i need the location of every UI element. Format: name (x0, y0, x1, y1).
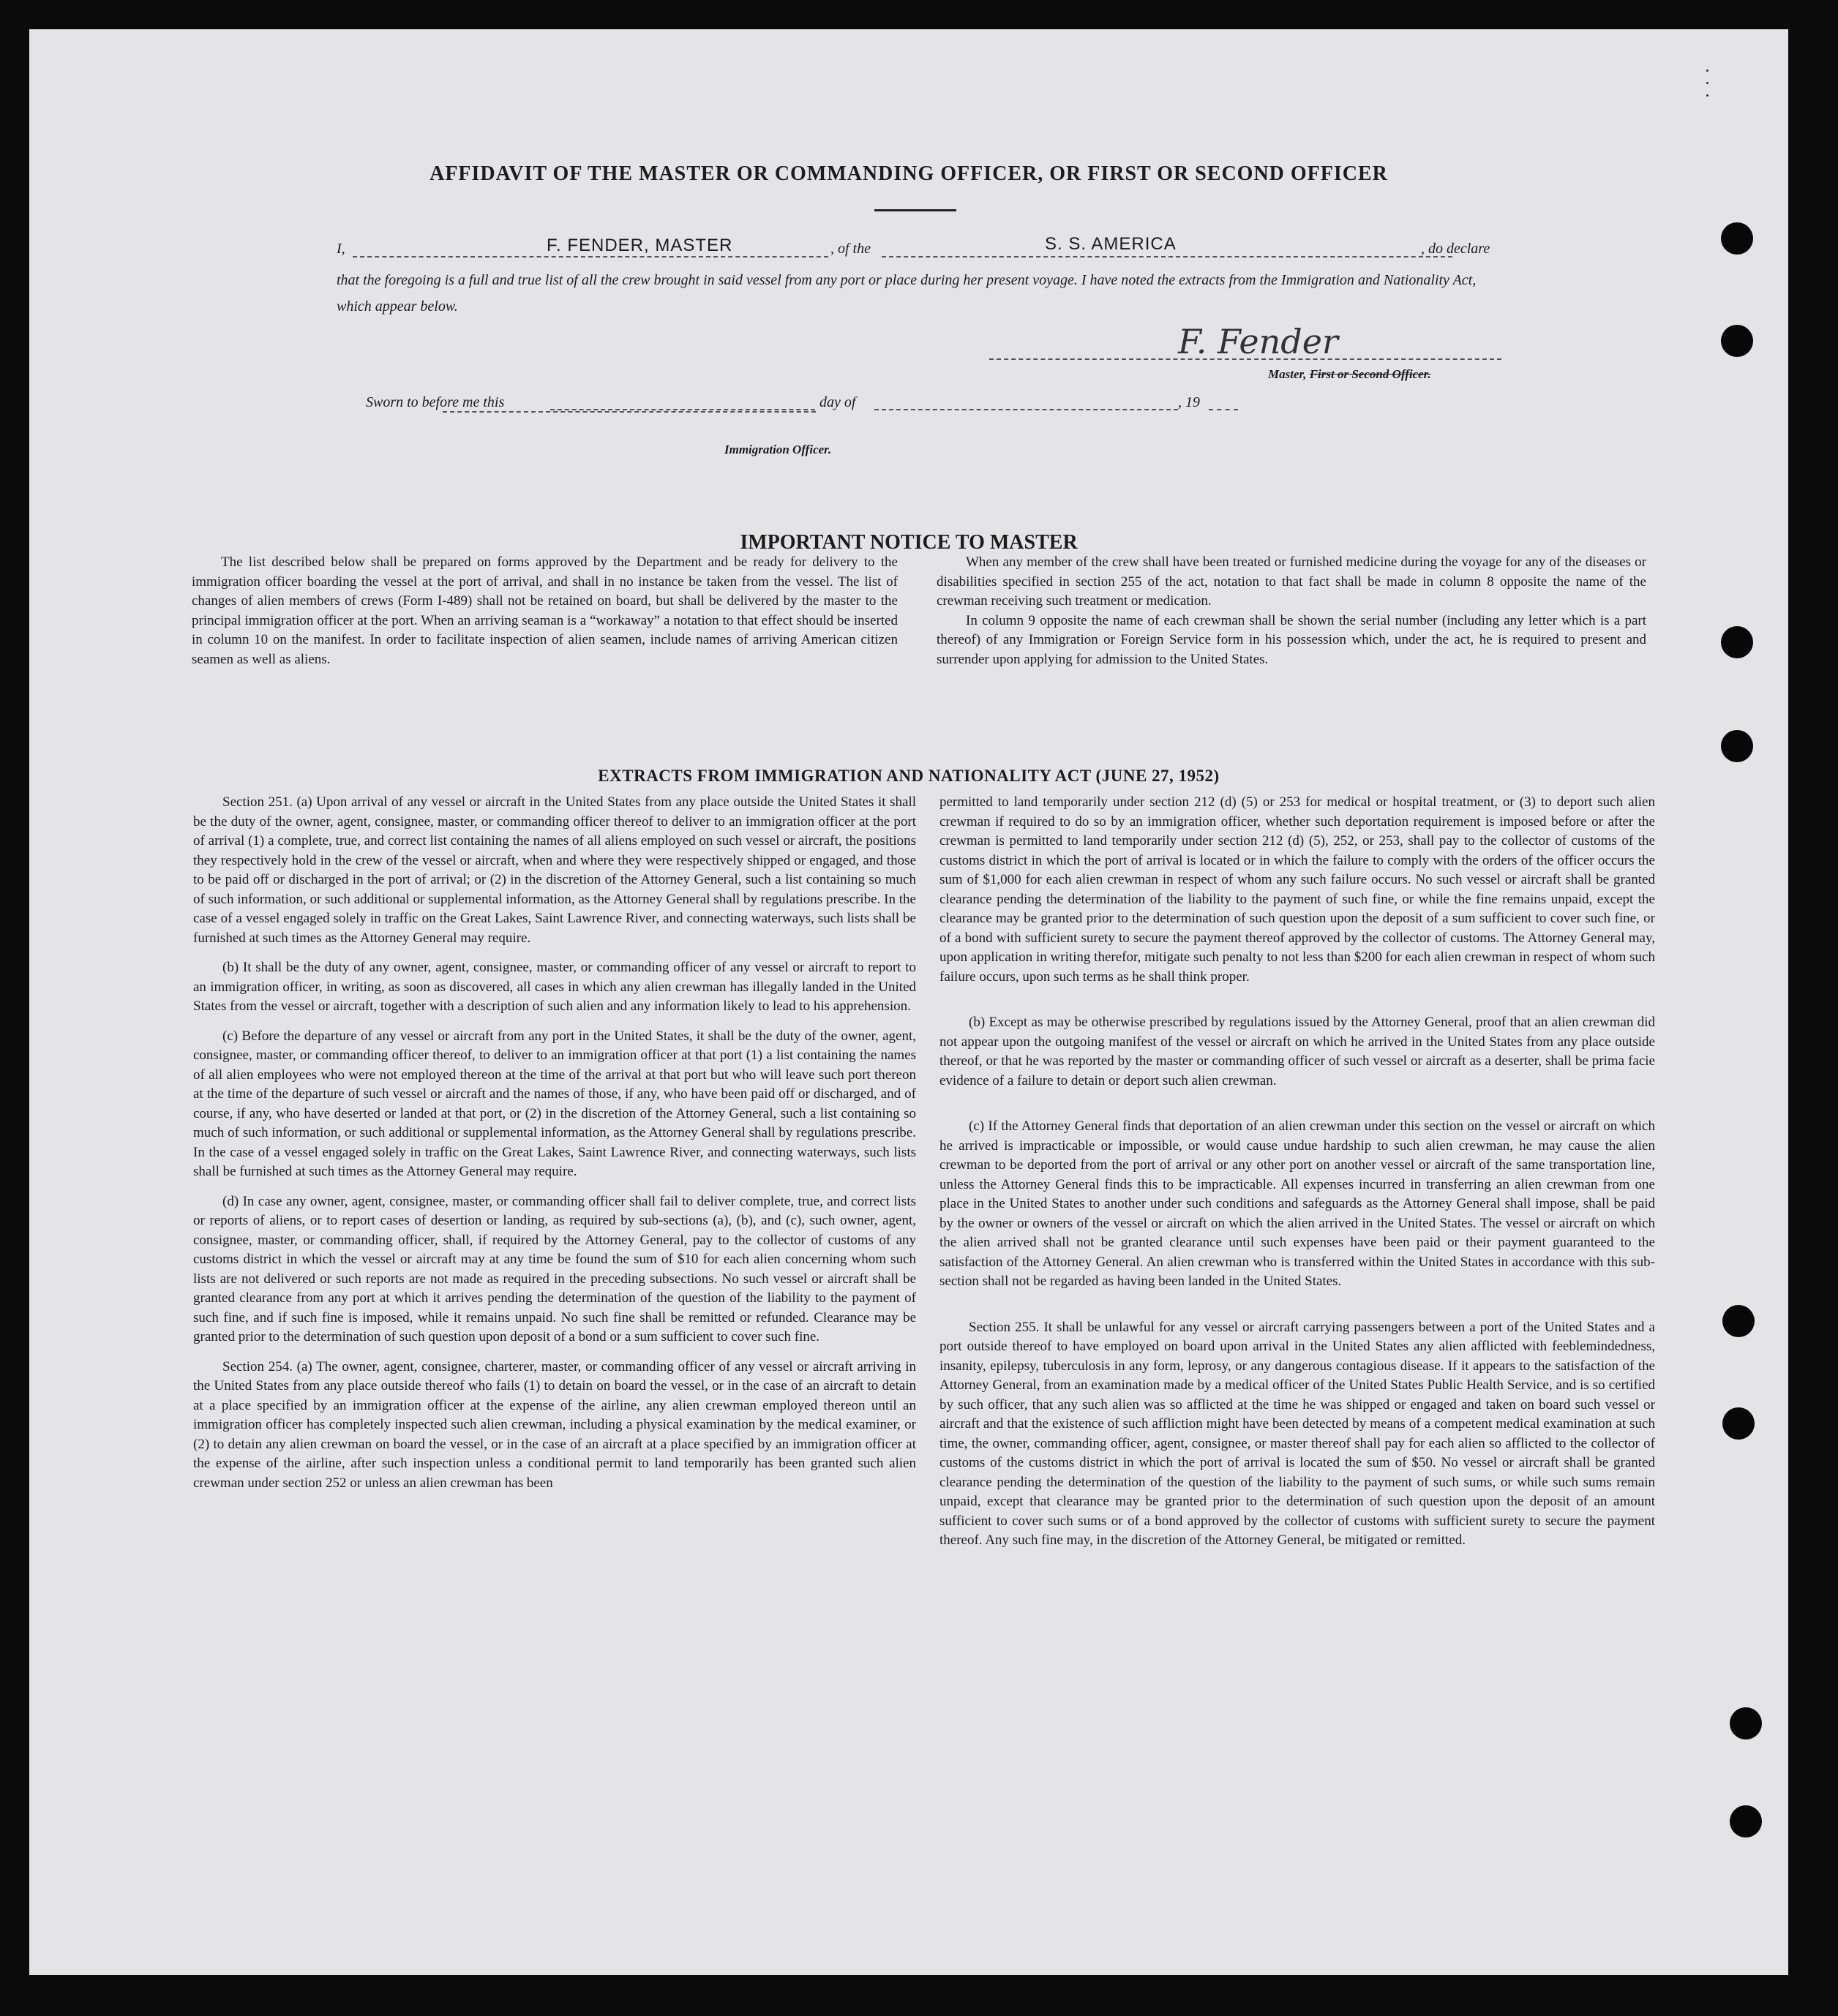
signer-title (1268, 367, 1431, 382)
extracts-right-column (939, 793, 1655, 1551)
signer-title-struck: First or Second Officer. (1309, 367, 1431, 381)
section-255: Section 255. It shall be unlawful for any vessel or aircraft carrying passengers between a port of the United States and a port outside thereof to have employed on board upon arrival in the United States any alien afflicted with feeblemindedness, insanity, epilepsy, tuberculosis in any form, leprosy, or any dangerous contagious disease. If it appears to the satisfaction of the Attorney General, from an examination made by a medical officer of the United States Public Health Service, and is so certified by such officer, that any such alien was so afflicted at the time he was shipped or engaged and taken on board such vessel or aircraft and that the existence of such affliction might have been detected by means of a competent medical examination at such time, the owner, commanding officer, agent, consignee, or master thereof shall pay for each alien so afflicted to the collector of customs of the customs district in which the port of arrival is located the sum of $50. No vessel or aircraft shall be granted clearance pending the determination of the question of the liability to the payment of such sums, or while such sums remain unpaid, except that clearance may be granted prior to the determination of such question upon the deposit of an amount sufficient to cover such sums or of a bond approved by the collector of customs with sufficient surety to secure the payment thereof. Any such fine may, in the discretion of the Attorney General, be mitigated or remitted. (939, 1319, 1655, 1548)
punch-hole (1721, 222, 1753, 255)
notice-right-column (937, 553, 1646, 669)
document-page (29, 29, 1788, 1975)
section-254b: (b) Except as may be otherwise prescribed by regulations issued by the Attorney General, proof that an alien crewman did not appear upon the outgoing manifest of the vessel or aircraft on which he arrived in the United States from any place outside thereof, or that he was reported by the master or commanding officer of such vessel or aircraft as a deserter, shall be prima facie evidence of a failure to detain or deport such alien crewman. (939, 1015, 1655, 1088)
do-declare-label: , do declare (1421, 241, 1490, 257)
section-254a-continued: permitted to land temporarily under section 212 (d) (5) or 253 for medical or hospital treatment, or (3) to deport such alien crewman if required to do so by an immigration officer, whether such deportation requirement is imposed before or after the crewman is permitted to land temporarily under section 212 (d) (5), 252, or 253, shall pay to the collector of customs of the customs district in which the port of arrival is located or in which the failure to comply with the orders of the officer occurs the sum of $1,000 for each alien crewman in respect of whom any such failure occurs. No such vessel or aircraft shall be granted clearance pending the determination of the liability to the payment of such fine, or while the fine remains unpaid, except the clearance may be granted prior to the determination of such question upon the deposit of a sum sufficient to cover such fine, or of a bond with sufficient surety to secure the payment thereof approved by the collector of customs. The Attorney General may, upon application in writing therefor, mitigate such penalty to not less than $200 for each alien crewman in respect of whom such failure occurs, upon such terms as he shall think proper. (939, 794, 1655, 985)
punch-hole (1721, 325, 1753, 357)
extracts-title: EXTRACTS FROM IMMIGRATION AND NATIONALITY ACT (JUNE 27, 1952) (598, 767, 1220, 785)
extracts-left-column (193, 793, 916, 1493)
year-fill-line (1209, 409, 1238, 410)
punch-hole (1722, 1407, 1755, 1440)
vessel-fill-line (882, 256, 1452, 257)
section-254c: (c) If the Attorney General finds that deportation of an alien crewman under this section on the vessel or aircraft on which he arrived is impracticable or impossible, or would cause undue hardship to such alien crewman, he may cause the alien crewman to be deported from the port of arrival or any other port on another vessel or aircraft of the same transportation line, unless the Attorney General finds this to be impracticable. All expenses incurred in transferring an alien crewman from one place in the United States to another under such conditions and safeguards as the Attorney General shall impose, shall be paid by the owner or owners of the vessel or aircraft on which the alien arrived in the United States. The vessel or aircraft on which the alien arrived shall not be granted clearance until such expenses have been paid or their payment guaranteed to the satisfaction of the Attorney General. An alien crewman who is transferred within the United States in accordance with this sub-section shall not be regarded as having been landed in the United States. (939, 1118, 1655, 1289)
section-251b: (b) It shall be the duty of any owner, agent, consignee, master, or commanding officer of any vessel or aircraft to report to an immigration officer, in writing, as soon as discovered, all cases in which any alien crewman has illegally landed in the United States from the vessel or aircraft, together with a description of such alien and any information likely to lead to his apprehension. (193, 960, 916, 1014)
punch-hole (1721, 626, 1753, 658)
declaration-line (337, 233, 1507, 262)
notice-right-paragraph-1: When any member of the crew shall have been treated or furnished medicine during the voyage for any of the diseases or disabilities specified in section 255 of the act, notation to that fact shall be made in column 8 opposite the name of the crewman receiving such treatment or medication. (937, 554, 1646, 609)
notice-title: IMPORTANT NOTICE TO MASTER (740, 531, 1078, 554)
punch-hole (1721, 730, 1753, 762)
vessel-value: S. S. AMERICA (1045, 234, 1177, 254)
name-value: F. FENDER, MASTER (547, 236, 733, 255)
section-251d: (d) In case any owner, agent, consignee, master, or commanding officer shall fail to deliver complete, true, and correct lists or reports of aliens, or to report cases of desertion or landing, as required by sub-sections (a), (b), and (c), such owner, agent, consignee, master, or commanding officer, shall, if required by the Attorney General, pay to the collector of customs of any customs district in which the vessel or aircraft may at any time be found the sum of $10 for each alien concerning whom such lists are not delivered or such reports are not made as required in the preceding subsections. No such vessel or aircraft shall be granted clearance from any port at which it arrives pending the determination of the question of the liability to the payment of such fine, and if such fine is imposed, while it remains unpaid. No such fine shall be remitted or refunded. Clearance may be granted prior to the determination of such question upon deposit of a bond or a sum sufficient to cover such fine. (193, 1193, 916, 1344)
i-label: I, (337, 241, 345, 257)
officer-signature-line (443, 411, 816, 413)
notice-left-paragraph: The list described below shall be prepared on forms approved by the Department and be ready for delivery to the immigration officer boarding the vessel at the port of arrival, and shall in no instance be taken from the vessel. The list of changes of alien members of crews (Form I-489) shall not be retained on board, but shall be delivered by the master to the principal immigration officer at the port. When an arriving seaman is a “workaway” a notation to that effect should be inserted in column 10 on the manifest. In order to facilitate inspection of alien seamen, include names of arriving American citizen seamen as well as aliens. (192, 554, 898, 667)
affidavit-title: AFFIDAVIT OF THE MASTER OR COMMANDING OFFICER, OR FIRST OR SECOND OFFICER (430, 162, 1388, 185)
of-the-label: , of the (830, 241, 871, 257)
notice-right-paragraph-2: In column 9 opposite the name of each crewman shall be shown the serial number (including any letter which is a part thereof) of any Immigration or Foreign Service form in his possession which, under the act, he is required to present and surrender upon applying for admission to the United States. (937, 612, 1646, 667)
signer-title-master: Master, (1268, 367, 1307, 381)
corner-marks (1700, 69, 1715, 113)
year-label: , 19 (1178, 394, 1200, 410)
immigration-officer-label: Immigration Officer. (724, 443, 832, 456)
section-254a: Section 254. (a) The owner, agent, consignee, charterer, master, or commanding officer of any vessel or aircraft arriving in the United States from any place outside thereof who fails (1) to detain on board the vessel, or in the case of an aircraft to detain at a place specified by an immigration officer at the expense of the airline, any alien crewman employed thereon until an immigration officer has completely inspected such alien crewman, including a physical examination by the medical examiner, or (2) to detain any alien crewman on board the vessel, or in the case of an aircraft at a place specified by an immigration officer at the expense of the airline, after such inspection unless a conditional permit to land temporarily has been granted such alien crewman under section 252 or unless an alien crewman has been (193, 1358, 916, 1491)
sworn-line (366, 388, 1244, 414)
punch-hole (1730, 1805, 1762, 1838)
section-251a: Section 251. (a) Upon arrival of any vessel or aircraft in the United States from any place outside the United States it shall be the duty of the owner, agent, consignee, master, or commanding officer thereof to deliver to an immigration officer at the port of arrival (1) a complete, true, and correct list containing the names of all aliens employed on such vessel or aircraft, the positions they respectively hold in the crew of the vessel or aircraft, when and where they were respectively shipped or engaged, and those to be paid off or discharged in the port of arrival; or (2) in the discretion of the Attorney General, such a list containing so much of such information, or such additional or supplemental information, as the Attorney General shall by regulations prescribe. In the case of a vessel engaged solely in traffic on the Great Lakes, Saint Lawrence River, and connecting waterways, such lists shall be furnished at such times as the Attorney General may require. (193, 794, 916, 946)
section-251c: (c) Before the departure of any vessel or aircraft from any port in the United States, it shall be the duty of the owner, agent, consignee, master, or commanding officer thereof, to deliver to an immigration officer at that port (1) a list containing the names of all alien employees who were not employed thereon at the time of the arrival at that port but who will leave such port thereon at the time of the departure of such vessel or aircraft and the names of those, if any, who have been paid off or discharged, and of course, if any, who have deserted or landed at that port, or (2) in the discretion of the Attorney General, such a list containing so much of such information, or such additional or supplemental information, as the Attorney General shall by regulations prescribe. In the case of a vessel engaged solely in traffic on the Great Lakes, Saint Lawrence River, and connecting waterways, such lists shall be furnished at such times as the Attorney General may require. (193, 1028, 916, 1179)
punch-hole (1722, 1305, 1755, 1337)
day-of-label: day of (819, 394, 856, 410)
title-underline (874, 209, 956, 211)
punch-hole (1730, 1707, 1762, 1739)
month-fill-line (874, 409, 1178, 410)
notice-left-column (192, 553, 898, 669)
master-signature: F. Fender (1178, 322, 1338, 361)
name-fill-line (353, 256, 828, 257)
declaration-text: that the foregoing is a full and true list of all the crew brought in said vessel from any port or place during her present voyage. I have noted the extracts from the Immigration and Nationality Act, which appear below. (337, 272, 1477, 315)
sworn-label: Sworn to before me this (366, 394, 505, 410)
day-fill-line (550, 409, 815, 410)
